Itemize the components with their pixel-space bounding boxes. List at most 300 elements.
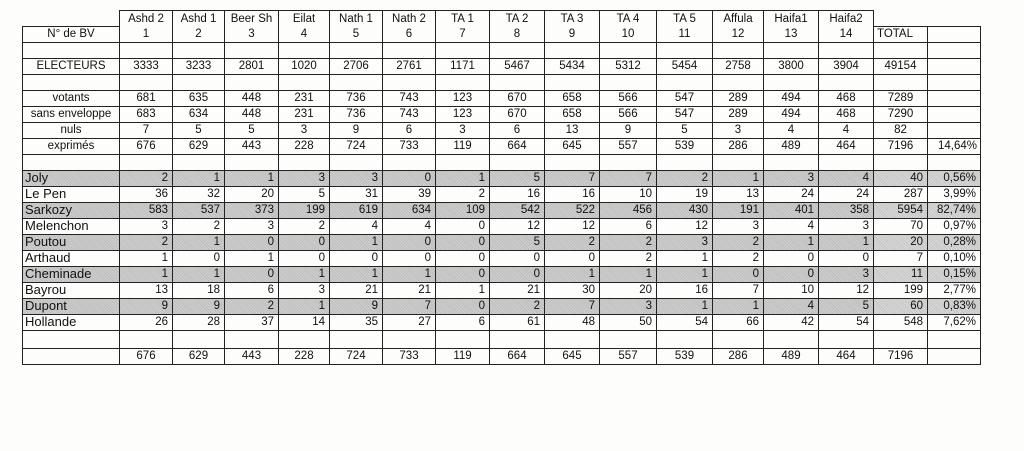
candidate-votes: 583 [120, 202, 173, 218]
empty-cell [173, 330, 225, 348]
candidate-votes: 1 [713, 298, 764, 314]
candidate-votes: 10 [764, 282, 819, 298]
candidate-percent: 0,97% [928, 218, 981, 234]
stat-value: 1020 [279, 58, 330, 74]
stat-value: 743 [383, 90, 436, 106]
candidate-votes: 1 [819, 234, 874, 250]
stat-value: 3904 [819, 58, 874, 74]
spacer-row [23, 154, 981, 170]
stat-total: 82 [874, 122, 928, 138]
candidate-votes: 2 [120, 234, 173, 250]
candidate-votes: 2 [120, 170, 173, 186]
bv-number: 2 [173, 26, 225, 42]
candidate-votes: 2 [490, 298, 545, 314]
candidate-votes: 13 [120, 282, 173, 298]
candidate-votes: 37 [225, 314, 279, 330]
candidate-row [23, 202, 981, 218]
candidate-votes: 373 [225, 202, 279, 218]
candidate-votes: 42 [764, 314, 819, 330]
stat-value: 645 [545, 138, 600, 154]
candidate-votes: 2 [436, 186, 490, 202]
spacer-row [23, 330, 981, 348]
candidate-percent: 0,15% [928, 266, 981, 282]
candidate-total: 60 [874, 298, 928, 314]
candidate-votes: 2 [600, 234, 657, 250]
empty-cell [330, 330, 383, 348]
candidate-votes: 14 [279, 314, 330, 330]
candidate-votes: 30 [545, 282, 600, 298]
stat-value: 635 [173, 90, 225, 106]
totals-row [23, 348, 981, 364]
candidate-votes: 54 [657, 314, 713, 330]
candidate-votes: 401 [764, 202, 819, 218]
stat-label: votants [23, 90, 120, 106]
empty-cell [764, 42, 819, 58]
empty-cell [173, 74, 225, 90]
candidate-votes: 9 [173, 298, 225, 314]
candidate-votes: 4 [330, 218, 383, 234]
candidate-votes: 1 [173, 266, 225, 282]
column-total: 228 [279, 348, 330, 364]
stat-value: 4 [764, 122, 819, 138]
candidate-votes: 0 [279, 234, 330, 250]
bv-number: 7 [436, 26, 490, 42]
empty-cell [279, 42, 330, 58]
candidate-votes: 2 [225, 298, 279, 314]
candidate-votes: 50 [600, 314, 657, 330]
candidate-votes: 54 [819, 314, 874, 330]
candidate-votes: 0 [173, 250, 225, 266]
empty-cell [490, 154, 545, 170]
empty-cell [874, 11, 928, 27]
candidate-percent: 0,10% [928, 250, 981, 266]
candidate-votes: 19 [657, 186, 713, 202]
candidate-votes: 3 [279, 282, 330, 298]
stat-value: 2801 [225, 58, 279, 74]
stat-value: 743 [383, 106, 436, 122]
candidate-total: 5954 [874, 202, 928, 218]
column-total: 443 [225, 348, 279, 364]
candidate-votes: 522 [545, 202, 600, 218]
bureau-name: Eilat [279, 11, 330, 27]
candidate-votes: 21 [383, 282, 436, 298]
stat-value: 443 [225, 138, 279, 154]
stat-value: 468 [819, 106, 874, 122]
stat-value: 468 [819, 90, 874, 106]
column-total: 489 [764, 348, 819, 364]
candidate-votes: 6 [436, 314, 490, 330]
candidate-votes: 0 [225, 266, 279, 282]
candidate-row [23, 186, 981, 202]
candidate-votes: 0 [383, 250, 436, 266]
candidate-votes: 9 [120, 298, 173, 314]
stat-value: 664 [490, 138, 545, 154]
empty-cell [23, 74, 120, 90]
candidate-votes: 1 [279, 266, 330, 282]
candidate-votes: 5 [490, 234, 545, 250]
empty-cell [928, 330, 981, 348]
stat-label: exprimés [23, 138, 120, 154]
stat-value: 3800 [764, 58, 819, 74]
candidate-name: Melenchon [23, 218, 120, 234]
stat-value: 7 [120, 122, 173, 138]
bureau-header-row [23, 11, 981, 27]
candidate-votes: 3 [819, 266, 874, 282]
stat-row [23, 138, 981, 154]
stat-value: 9 [600, 122, 657, 138]
candidate-votes: 2 [713, 250, 764, 266]
empty-cell [713, 154, 764, 170]
candidate-votes: 3 [713, 218, 764, 234]
candidate-total: 7 [874, 250, 928, 266]
candidate-votes: 1 [713, 170, 764, 186]
candidate-votes: 16 [545, 186, 600, 202]
election-results-table [22, 10, 981, 365]
empty-cell [120, 154, 173, 170]
candidate-votes: 3 [819, 218, 874, 234]
candidate-votes: 2 [713, 234, 764, 250]
empty-cell [600, 74, 657, 90]
candidate-row [23, 234, 981, 250]
candidate-votes: 537 [173, 202, 225, 218]
column-total: 645 [545, 348, 600, 364]
stat-percent [928, 106, 981, 122]
candidate-votes: 66 [713, 314, 764, 330]
bureau-name: TA 3 [545, 11, 600, 27]
empty-cell [330, 42, 383, 58]
stat-value: 3 [713, 122, 764, 138]
candidate-votes: 21 [330, 282, 383, 298]
stat-value: 1171 [436, 58, 490, 74]
empty-cell [120, 42, 173, 58]
empty-cell [120, 330, 173, 348]
candidate-votes: 20 [225, 186, 279, 202]
stat-value: 4 [819, 122, 874, 138]
bv-label: N° de BV [23, 26, 120, 42]
candidate-name: Hollande [23, 314, 120, 330]
stat-row [23, 106, 981, 122]
candidate-percent: 3,99% [928, 186, 981, 202]
candidate-row [23, 218, 981, 234]
bv-number: 6 [383, 26, 436, 42]
stat-value: 448 [225, 106, 279, 122]
empty-cell [490, 74, 545, 90]
empty-cell [120, 74, 173, 90]
stat-value: 3 [436, 122, 490, 138]
candidate-votes: 0 [330, 250, 383, 266]
empty-cell [436, 42, 490, 58]
candidate-total: 199 [874, 282, 928, 298]
candidate-row [23, 314, 981, 330]
candidate-votes: 28 [173, 314, 225, 330]
candidate-row [23, 250, 981, 266]
bureau-name: Beer Sh [225, 11, 279, 27]
corner-cell [23, 11, 120, 27]
empty-cell [657, 74, 713, 90]
bureau-name: Affula [713, 11, 764, 27]
candidate-votes: 1 [173, 170, 225, 186]
stat-row [23, 90, 981, 106]
empty-cell [928, 11, 981, 27]
candidate-votes: 1 [436, 282, 490, 298]
empty-cell [383, 330, 436, 348]
candidate-votes: 7 [383, 298, 436, 314]
bv-number: 5 [330, 26, 383, 42]
stat-value: 3 [279, 122, 330, 138]
stat-percent [928, 122, 981, 138]
candidate-name: Le Pen [23, 186, 120, 202]
candidate-votes: 0 [490, 250, 545, 266]
candidate-name: Cheminade [23, 266, 120, 282]
candidate-votes: 2 [279, 218, 330, 234]
candidate-votes: 16 [490, 186, 545, 202]
candidate-votes: 4 [383, 218, 436, 234]
candidate-votes: 0 [436, 234, 490, 250]
candidate-votes: 3 [600, 298, 657, 314]
stat-value: 681 [120, 90, 173, 106]
empty-cell [383, 74, 436, 90]
stat-value: 289 [713, 106, 764, 122]
candidate-votes: 1 [657, 266, 713, 282]
candidate-votes: 1 [657, 298, 713, 314]
candidate-votes: 109 [436, 202, 490, 218]
candidate-total: 11 [874, 266, 928, 282]
candidate-name: Sarkozy [23, 202, 120, 218]
candidate-row [23, 282, 981, 298]
stat-value: 566 [600, 90, 657, 106]
candidate-total: 70 [874, 218, 928, 234]
candidate-votes: 18 [173, 282, 225, 298]
empty-cell [764, 74, 819, 90]
candidate-votes: 7 [545, 298, 600, 314]
stat-value: 683 [120, 106, 173, 122]
bv-number: 13 [764, 26, 819, 42]
stat-value: 676 [120, 138, 173, 154]
candidate-row [23, 170, 981, 186]
empty-cell [225, 42, 279, 58]
candidate-votes: 358 [819, 202, 874, 218]
candidate-votes: 619 [330, 202, 383, 218]
empty-cell [657, 154, 713, 170]
bv-number: 8 [490, 26, 545, 42]
candidate-votes: 1 [383, 266, 436, 282]
candidate-votes: 12 [490, 218, 545, 234]
stat-value: 539 [657, 138, 713, 154]
candidate-row [23, 266, 981, 282]
candidate-votes: 1 [225, 250, 279, 266]
candidate-votes: 1 [764, 234, 819, 250]
empty-cell [545, 42, 600, 58]
candidate-votes: 0 [436, 298, 490, 314]
stat-value: 724 [330, 138, 383, 154]
candidate-votes: 12 [657, 218, 713, 234]
candidate-votes: 1 [120, 250, 173, 266]
stat-value: 736 [330, 106, 383, 122]
empty-cell [928, 42, 981, 58]
column-total: 733 [383, 348, 436, 364]
candidate-votes: 7 [600, 170, 657, 186]
empty-cell [928, 348, 981, 364]
candidate-votes: 4 [764, 298, 819, 314]
candidate-votes: 0 [819, 250, 874, 266]
empty-cell [383, 154, 436, 170]
column-total: 664 [490, 348, 545, 364]
stat-value: 5 [657, 122, 713, 138]
bv-number-row [23, 26, 981, 42]
empty-cell [713, 74, 764, 90]
candidate-votes: 21 [490, 282, 545, 298]
candidate-votes: 4 [764, 218, 819, 234]
candidate-votes: 0 [436, 266, 490, 282]
bureau-name: Nath 2 [383, 11, 436, 27]
candidate-votes: 12 [545, 218, 600, 234]
stat-value: 13 [545, 122, 600, 138]
candidate-name: Joly [23, 170, 120, 186]
stat-total: 7196 [874, 138, 928, 154]
candidate-votes: 0 [225, 234, 279, 250]
stat-value: 2706 [330, 58, 383, 74]
candidate-votes: 9 [330, 298, 383, 314]
stat-value: 5312 [600, 58, 657, 74]
candidate-votes: 1 [225, 170, 279, 186]
candidate-votes: 1 [436, 170, 490, 186]
candidate-votes: 1 [657, 250, 713, 266]
candidate-votes: 26 [120, 314, 173, 330]
stat-value: 231 [279, 90, 330, 106]
stat-value: 494 [764, 90, 819, 106]
empty-cell [490, 330, 545, 348]
stat-value: 286 [713, 138, 764, 154]
candidate-total: 287 [874, 186, 928, 202]
candidate-votes: 3 [120, 218, 173, 234]
stat-value: 5 [225, 122, 279, 138]
candidate-votes: 6 [225, 282, 279, 298]
column-total: 286 [713, 348, 764, 364]
stat-value: 5454 [657, 58, 713, 74]
stat-value: 123 [436, 106, 490, 122]
candidate-votes: 35 [330, 314, 383, 330]
candidate-name: Poutou [23, 234, 120, 250]
candidate-votes: 4 [819, 170, 874, 186]
empty-cell [819, 154, 874, 170]
stat-value: 6 [383, 122, 436, 138]
candidate-votes: 3 [657, 234, 713, 250]
stat-value: 557 [600, 138, 657, 154]
stat-value: 5 [173, 122, 225, 138]
bv-number: 4 [279, 26, 330, 42]
spacer-row [23, 74, 981, 90]
stat-value: 448 [225, 90, 279, 106]
candidate-votes: 1 [279, 298, 330, 314]
candidate-votes: 199 [279, 202, 330, 218]
stat-total: 49154 [874, 58, 928, 74]
stat-percent: 14,64% [928, 138, 981, 154]
empty-cell [545, 330, 600, 348]
candidate-votes: 0 [383, 170, 436, 186]
empty-cell [600, 330, 657, 348]
candidate-votes: 2 [173, 218, 225, 234]
candidate-percent: 0,28% [928, 234, 981, 250]
empty-cell [874, 154, 928, 170]
bv-number: 1 [120, 26, 173, 42]
stat-value: 629 [173, 138, 225, 154]
empty-cell [383, 42, 436, 58]
bureau-name: Haifa2 [819, 11, 874, 27]
candidate-votes: 0 [279, 250, 330, 266]
candidate-percent: 7,62% [928, 314, 981, 330]
candidate-votes: 3 [764, 170, 819, 186]
candidate-votes: 7 [713, 282, 764, 298]
candidate-votes: 7 [545, 170, 600, 186]
candidate-votes: 5 [819, 298, 874, 314]
candidate-votes: 3 [279, 170, 330, 186]
stat-value: 5434 [545, 58, 600, 74]
bv-number: 11 [657, 26, 713, 42]
candidate-votes: 61 [490, 314, 545, 330]
candidate-votes: 12 [819, 282, 874, 298]
empty-cell [657, 42, 713, 58]
stat-value: 2761 [383, 58, 436, 74]
bureau-name: TA 1 [436, 11, 490, 27]
stat-value: 670 [490, 90, 545, 106]
candidate-votes: 634 [383, 202, 436, 218]
empty-cell [713, 330, 764, 348]
empty-cell [764, 330, 819, 348]
empty-cell [173, 154, 225, 170]
candidate-votes: 2 [600, 250, 657, 266]
empty-cell [545, 154, 600, 170]
empty-cell [764, 154, 819, 170]
empty-cell [819, 330, 874, 348]
stat-value: 228 [279, 138, 330, 154]
empty-cell [928, 26, 981, 42]
empty-cell [490, 42, 545, 58]
candidate-percent: 2,77% [928, 282, 981, 298]
stat-value: 566 [600, 106, 657, 122]
empty-cell [225, 154, 279, 170]
stat-value: 2758 [713, 58, 764, 74]
empty-cell [330, 74, 383, 90]
candidate-percent: 0,83% [928, 298, 981, 314]
empty-cell [600, 42, 657, 58]
stat-value: 733 [383, 138, 436, 154]
candidate-votes: 0 [713, 266, 764, 282]
candidate-name: Arthaud [23, 250, 120, 266]
candidate-votes: 5 [490, 170, 545, 186]
column-total: 119 [436, 348, 490, 364]
empty-cell [874, 42, 928, 58]
candidate-votes: 456 [600, 202, 657, 218]
candidate-votes: 542 [490, 202, 545, 218]
stat-value: 494 [764, 106, 819, 122]
stat-label: nuls [23, 122, 120, 138]
empty-cell [874, 330, 928, 348]
candidate-votes: 0 [764, 250, 819, 266]
candidate-votes: 0 [436, 218, 490, 234]
stat-value: 658 [545, 90, 600, 106]
stat-total: 7290 [874, 106, 928, 122]
candidate-votes: 48 [545, 314, 600, 330]
stat-value: 489 [764, 138, 819, 154]
empty-cell [819, 42, 874, 58]
column-total: 557 [600, 348, 657, 364]
empty-cell [279, 330, 330, 348]
bv-number: 10 [600, 26, 657, 42]
stat-value: 658 [545, 106, 600, 122]
bureau-name: Ashd 2 [120, 11, 173, 27]
empty-cell [23, 330, 120, 348]
candidate-votes: 0 [764, 266, 819, 282]
